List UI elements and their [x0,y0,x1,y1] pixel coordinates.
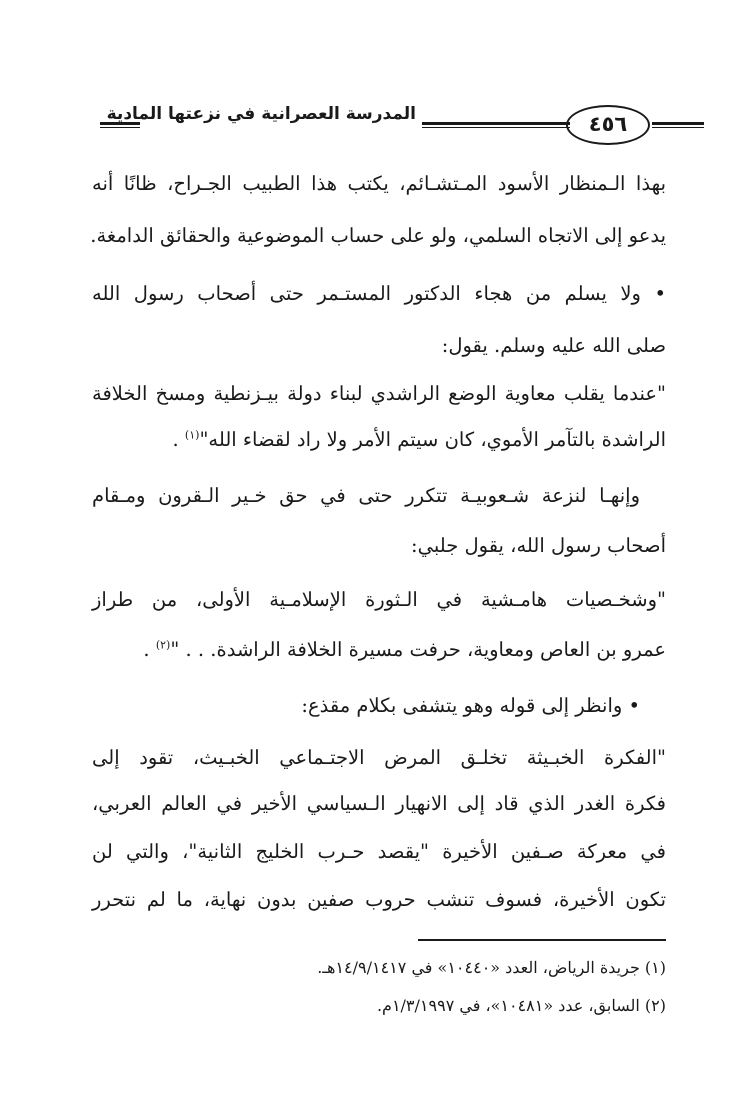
text-line: • وانظر إلى قوله وهو يتشفى بكلام مقذع: [301,694,640,717]
footnote: (٢) السابق، عدد «١٠٤٨١»، في ١/٣/١٩٩٧م. [376,996,666,1015]
line-end: . [172,428,179,451]
footnote-ref: (٢) [155,638,171,652]
text-line [92,428,666,451]
text-line: فكرة الغدر الذي قاد إلى الانهيار الـسياسي الأخير في العالم العربي، [92,792,666,815]
footnote: (١) جريدة الرياض، العدد «١٠٤٤٠» في ١٤/٩/١٤١٧هـ. [317,958,666,977]
text-line: أصحاب رسول الله، يقول جلبي: [411,534,666,557]
page-number: ٤٥٦ [566,105,650,145]
running-title: المدرسة العصرانية في نزعتها المادية [106,104,416,124]
line-text: الراشدة بالتآمر الأموي، كان سيتم الأمر ولا راد لقضاء الله" [199,428,666,451]
header-rule [422,127,570,128]
text-line: "وشخـصيات هامـشية في الـثورة الإسلامـية الأولى، من طراز [92,588,666,611]
text-line: في معركة صـفين الأخيرة "يقصد حـرب الخليج الثانية"، والتي لن [92,840,666,863]
header-rule [422,122,570,125]
text-line [92,638,666,661]
line-end: . [143,638,150,661]
header-rule [652,127,704,128]
text-line: وإنهـا لنزعة شـعوبيـة تتكرر حتى في حق خـير الـقرون ومـقام [92,484,640,507]
text-line: بهذا الـمنظار الأسود المـتشـائم، يكتب هذا الطبيب الجـراح، ظانًا أنه [92,172,666,195]
footnote-ref: (١) [184,428,200,442]
text-line: يدعو إلى الاتجاه السلمي، ولو على حساب الموضوعية والحقائق الدامغة. [90,224,666,247]
footnote-rule [418,939,666,941]
text-line: "عندما يقلب معاوية الوضع الراشدي لبناء دولة بيـزنطية ومسخ الخلافة [92,382,666,405]
text-line: تكون الأخيرة، فسوف تنشب حروب صفين بدون نهاية، ما لم نتحرر [92,888,666,911]
header-rule [100,127,140,128]
header-rule [652,122,704,125]
line-text: عمرو بن العاص ومعاوية، حرفت مسيرة الخلافة الراشدة. . . " [170,638,666,661]
text-line: • ولا يسلم من هجاء الدكتور المستـمر حتى أصحاب رسول الله [92,282,666,305]
text-line: صلى الله عليه وسلم. يقول: [441,334,666,357]
text-line: "الفكرة الخبـيثة تخلـق المرض الاجتـماعي الخبـيث، تقود إلى [92,746,666,769]
